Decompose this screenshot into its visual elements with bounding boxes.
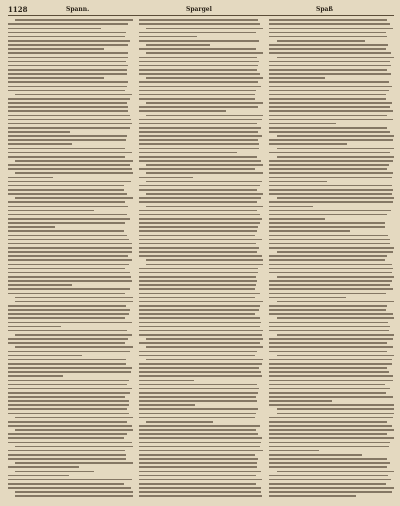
headword-column-2: Spargel [186, 6, 212, 13]
headword-column-1: Spann. [66, 6, 90, 13]
text-column-1 [8, 18, 133, 504]
text-columns [8, 18, 394, 504]
text-column-2 [139, 18, 264, 504]
text-column-3 [269, 18, 394, 504]
header-rule [8, 15, 394, 16]
page-number: 1128 [8, 5, 28, 14]
text-line [139, 494, 264, 498]
text-line [269, 494, 394, 498]
headword-column-3: Spaß [316, 6, 333, 13]
text-line [8, 494, 133, 498]
running-header [8, 4, 394, 15]
